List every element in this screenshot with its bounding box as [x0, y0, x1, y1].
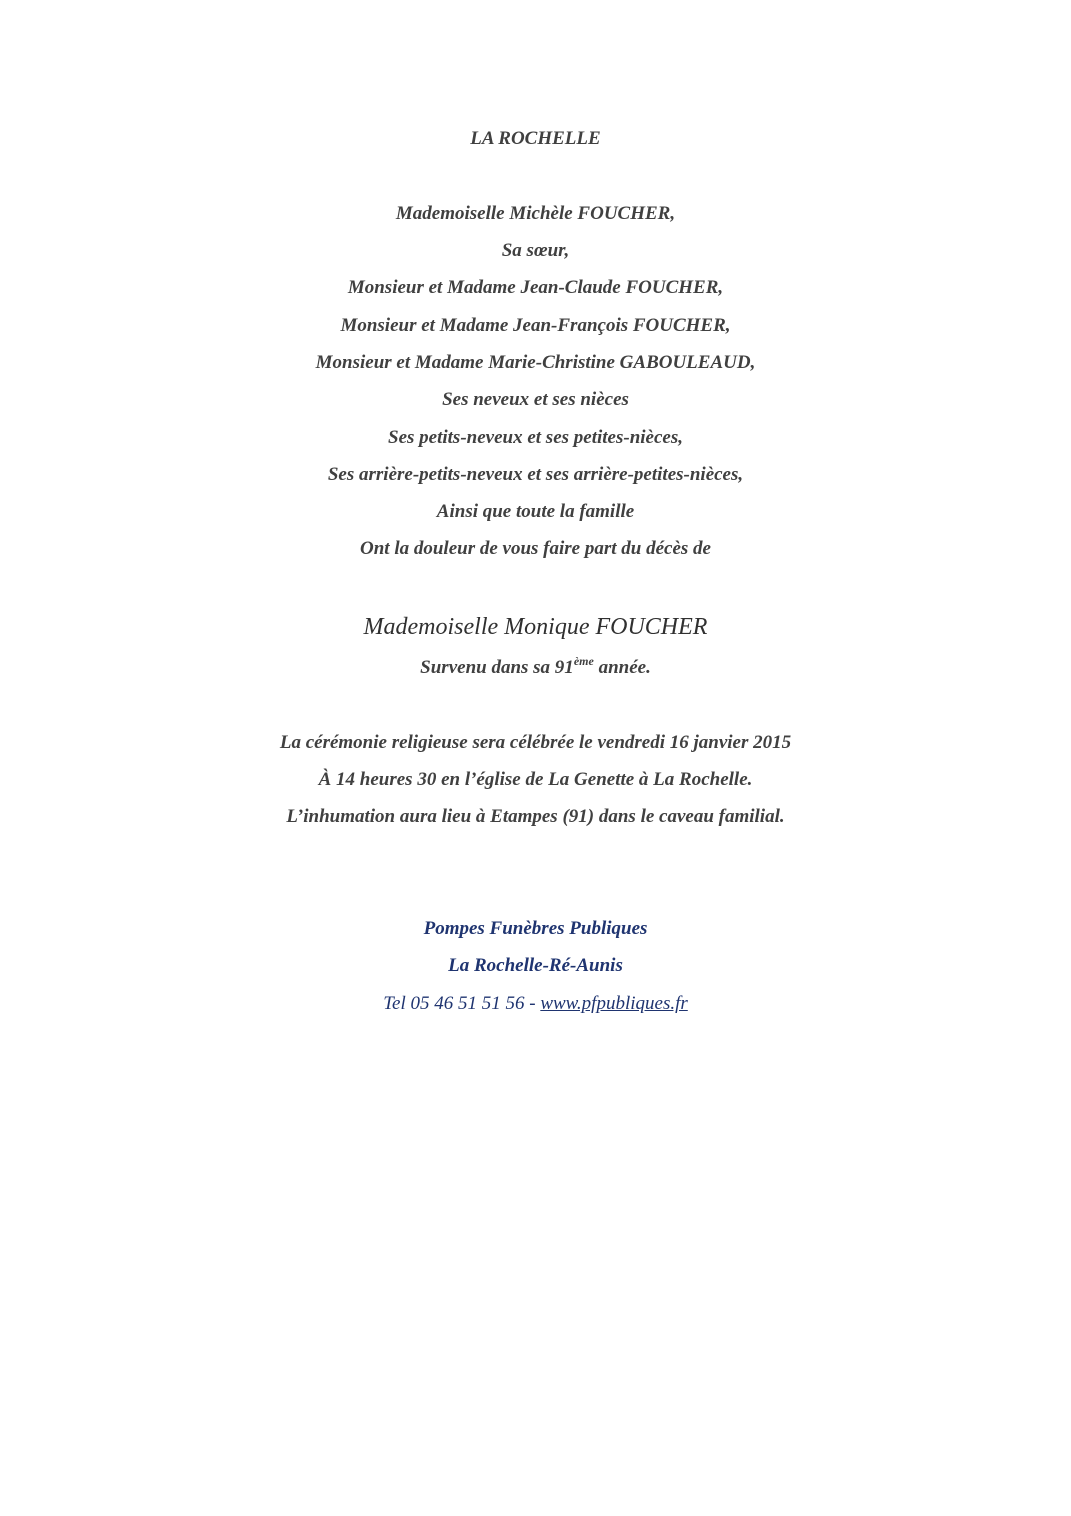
family-line: Sa sœur, [501, 240, 570, 261]
family-line: Ont la douleur de vous faire part du décès de [360, 538, 711, 559]
family-line: Monsieur et Madame Jean-Claude FOUCHER, [347, 277, 724, 298]
funeral-home-contact [0, 992, 1071, 1016]
age-suffix: année. [593, 657, 651, 678]
family-line: Ses petits-neveux et ses petites-nièces, [388, 427, 683, 448]
ceremony-line: À 14 heures 30 en l’église de La Genette à La Rochelle. [318, 769, 753, 790]
city-heading: LA ROCHELLE [470, 128, 601, 149]
deceased-name: Mademoiselle Monique FOUCHER [363, 614, 708, 640]
age-line [0, 656, 1071, 680]
funeral-home-location: La Rochelle-Ré-Aunis [448, 955, 623, 976]
family-line: Ses neveux et ses nièces [442, 389, 629, 410]
family-line: Monsieur et Madame Jean-François FOUCHER, [340, 315, 731, 336]
phone-text: Tel 05 46 51 51 56 - [383, 993, 541, 1014]
family-line: Mademoiselle Michèle FOUCHER, [395, 203, 676, 224]
family-line: Monsieur et Madame Marie-Christine GABOULEAUD, [315, 352, 756, 373]
family-line: Ainsi que toute la famille [436, 501, 635, 522]
age-prefix: Survenu dans sa 91 [420, 657, 574, 678]
funeral-home-name: Pompes Funèbres Publiques [423, 918, 648, 939]
ceremony-line: L’inhumation aura lieu à Etampes (91) dans le caveau familial. [286, 806, 785, 827]
ceremony-line: La cérémonie religieuse sera célébrée le vendredi 16 janvier 2015 [279, 732, 792, 753]
website-link[interactable]: www.pfpubliques.fr [540, 993, 688, 1014]
age-superscript: ème [573, 654, 594, 668]
family-line: Ses arrière-petits-neveux et ses arrière-petites-nièces, [327, 464, 744, 485]
